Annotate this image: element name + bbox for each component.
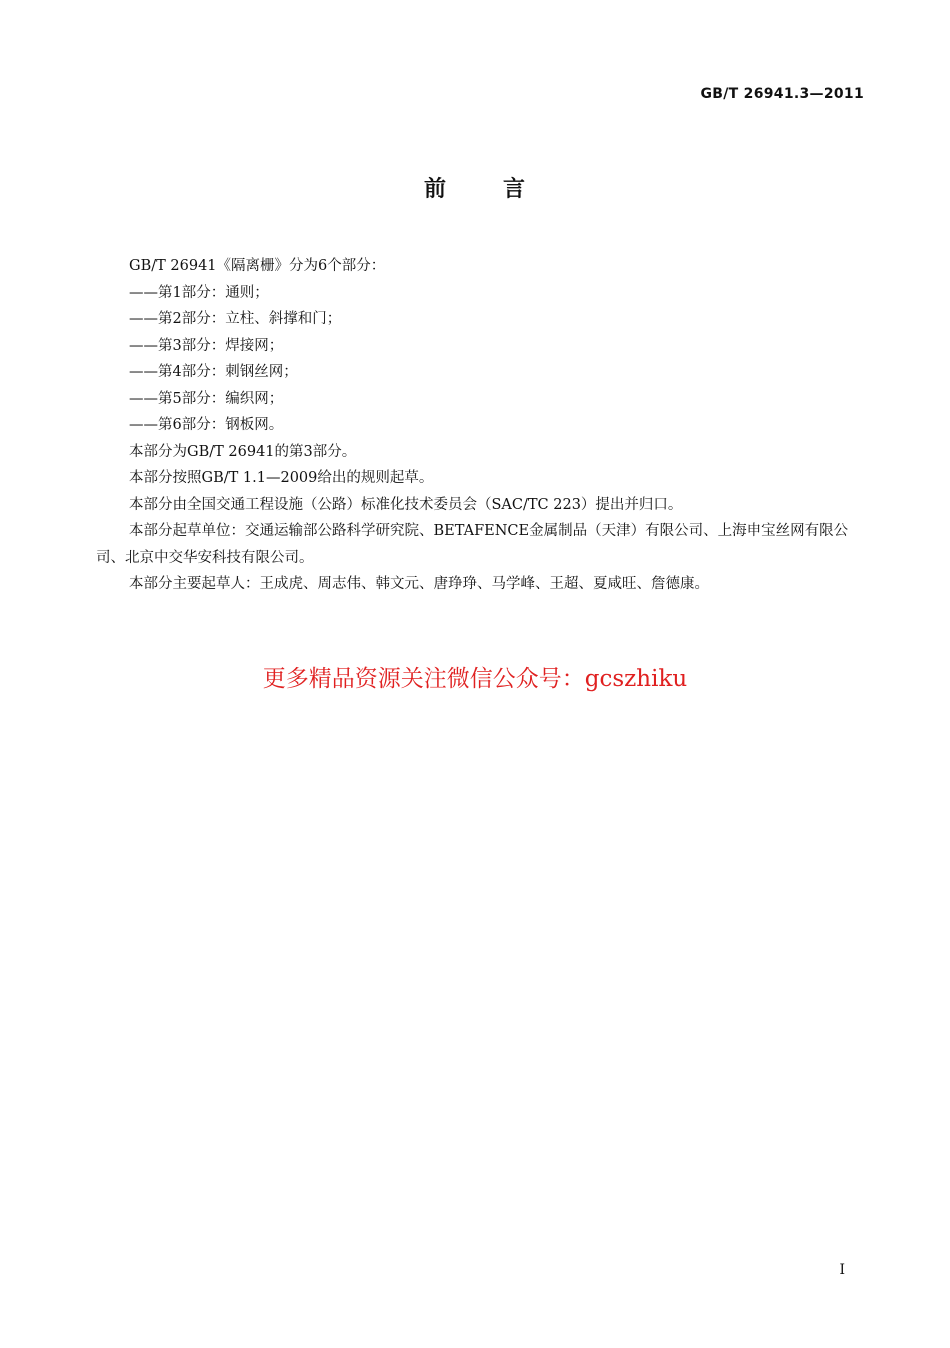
page-title: [0, 172, 950, 203]
list-item-part-1: ——第1部分：通则；: [129, 284, 269, 301]
list-item-part-2: ——第2部分：立柱、斜撑和门；: [129, 311, 342, 327]
list-item-part-6: ——第6部分：钢板网。: [129, 417, 284, 433]
paragraph-drafters: 本部分主要起草人：王成虎、周志伟、韩文元、唐琤琤、马学峰、王超、夏咸旺、詹德康。: [129, 576, 709, 592]
list-item-part-3: ——第3部分：焊接网；: [129, 337, 284, 354]
paragraph-drafting-units: 本部分起草单位：交通运输部公路科学研究院、BETAFENCE金属制品（天津）有限公司、上海申宝丝网有限公司、北京中交华安科技有限公司。: [96, 523, 849, 566]
page-number: I: [839, 1262, 845, 1278]
foreword-body: [96, 253, 866, 598]
paragraph-proposer: 本部分由全国交通工程设施（公路）标准化技术委员会（SAC/TC 223）提出并归口。: [129, 496, 683, 513]
promo-watermark: 更多精品资源关注微信公众号：gcszhiku: [262, 666, 688, 692]
list-item-part-5: ——第5部分：编织网；: [129, 390, 284, 407]
list-item-part-4: ——第4部分：刺钢丝网；: [129, 364, 298, 380]
title-char-2: 言: [503, 177, 527, 202]
title-char-1: 前: [423, 177, 447, 202]
paragraph-parts-intro: GB/T 26941《隔离栅》分为6个部分：: [129, 258, 386, 274]
standard-number: GB/T 26941.3—2011: [700, 86, 864, 102]
paragraph-drafting-rules: 本部分按照GB/T 1.1—2009给出的规则起草。: [129, 470, 434, 486]
paragraph-this-part: 本部分为GB/T 26941的第3部分。: [129, 443, 357, 460]
